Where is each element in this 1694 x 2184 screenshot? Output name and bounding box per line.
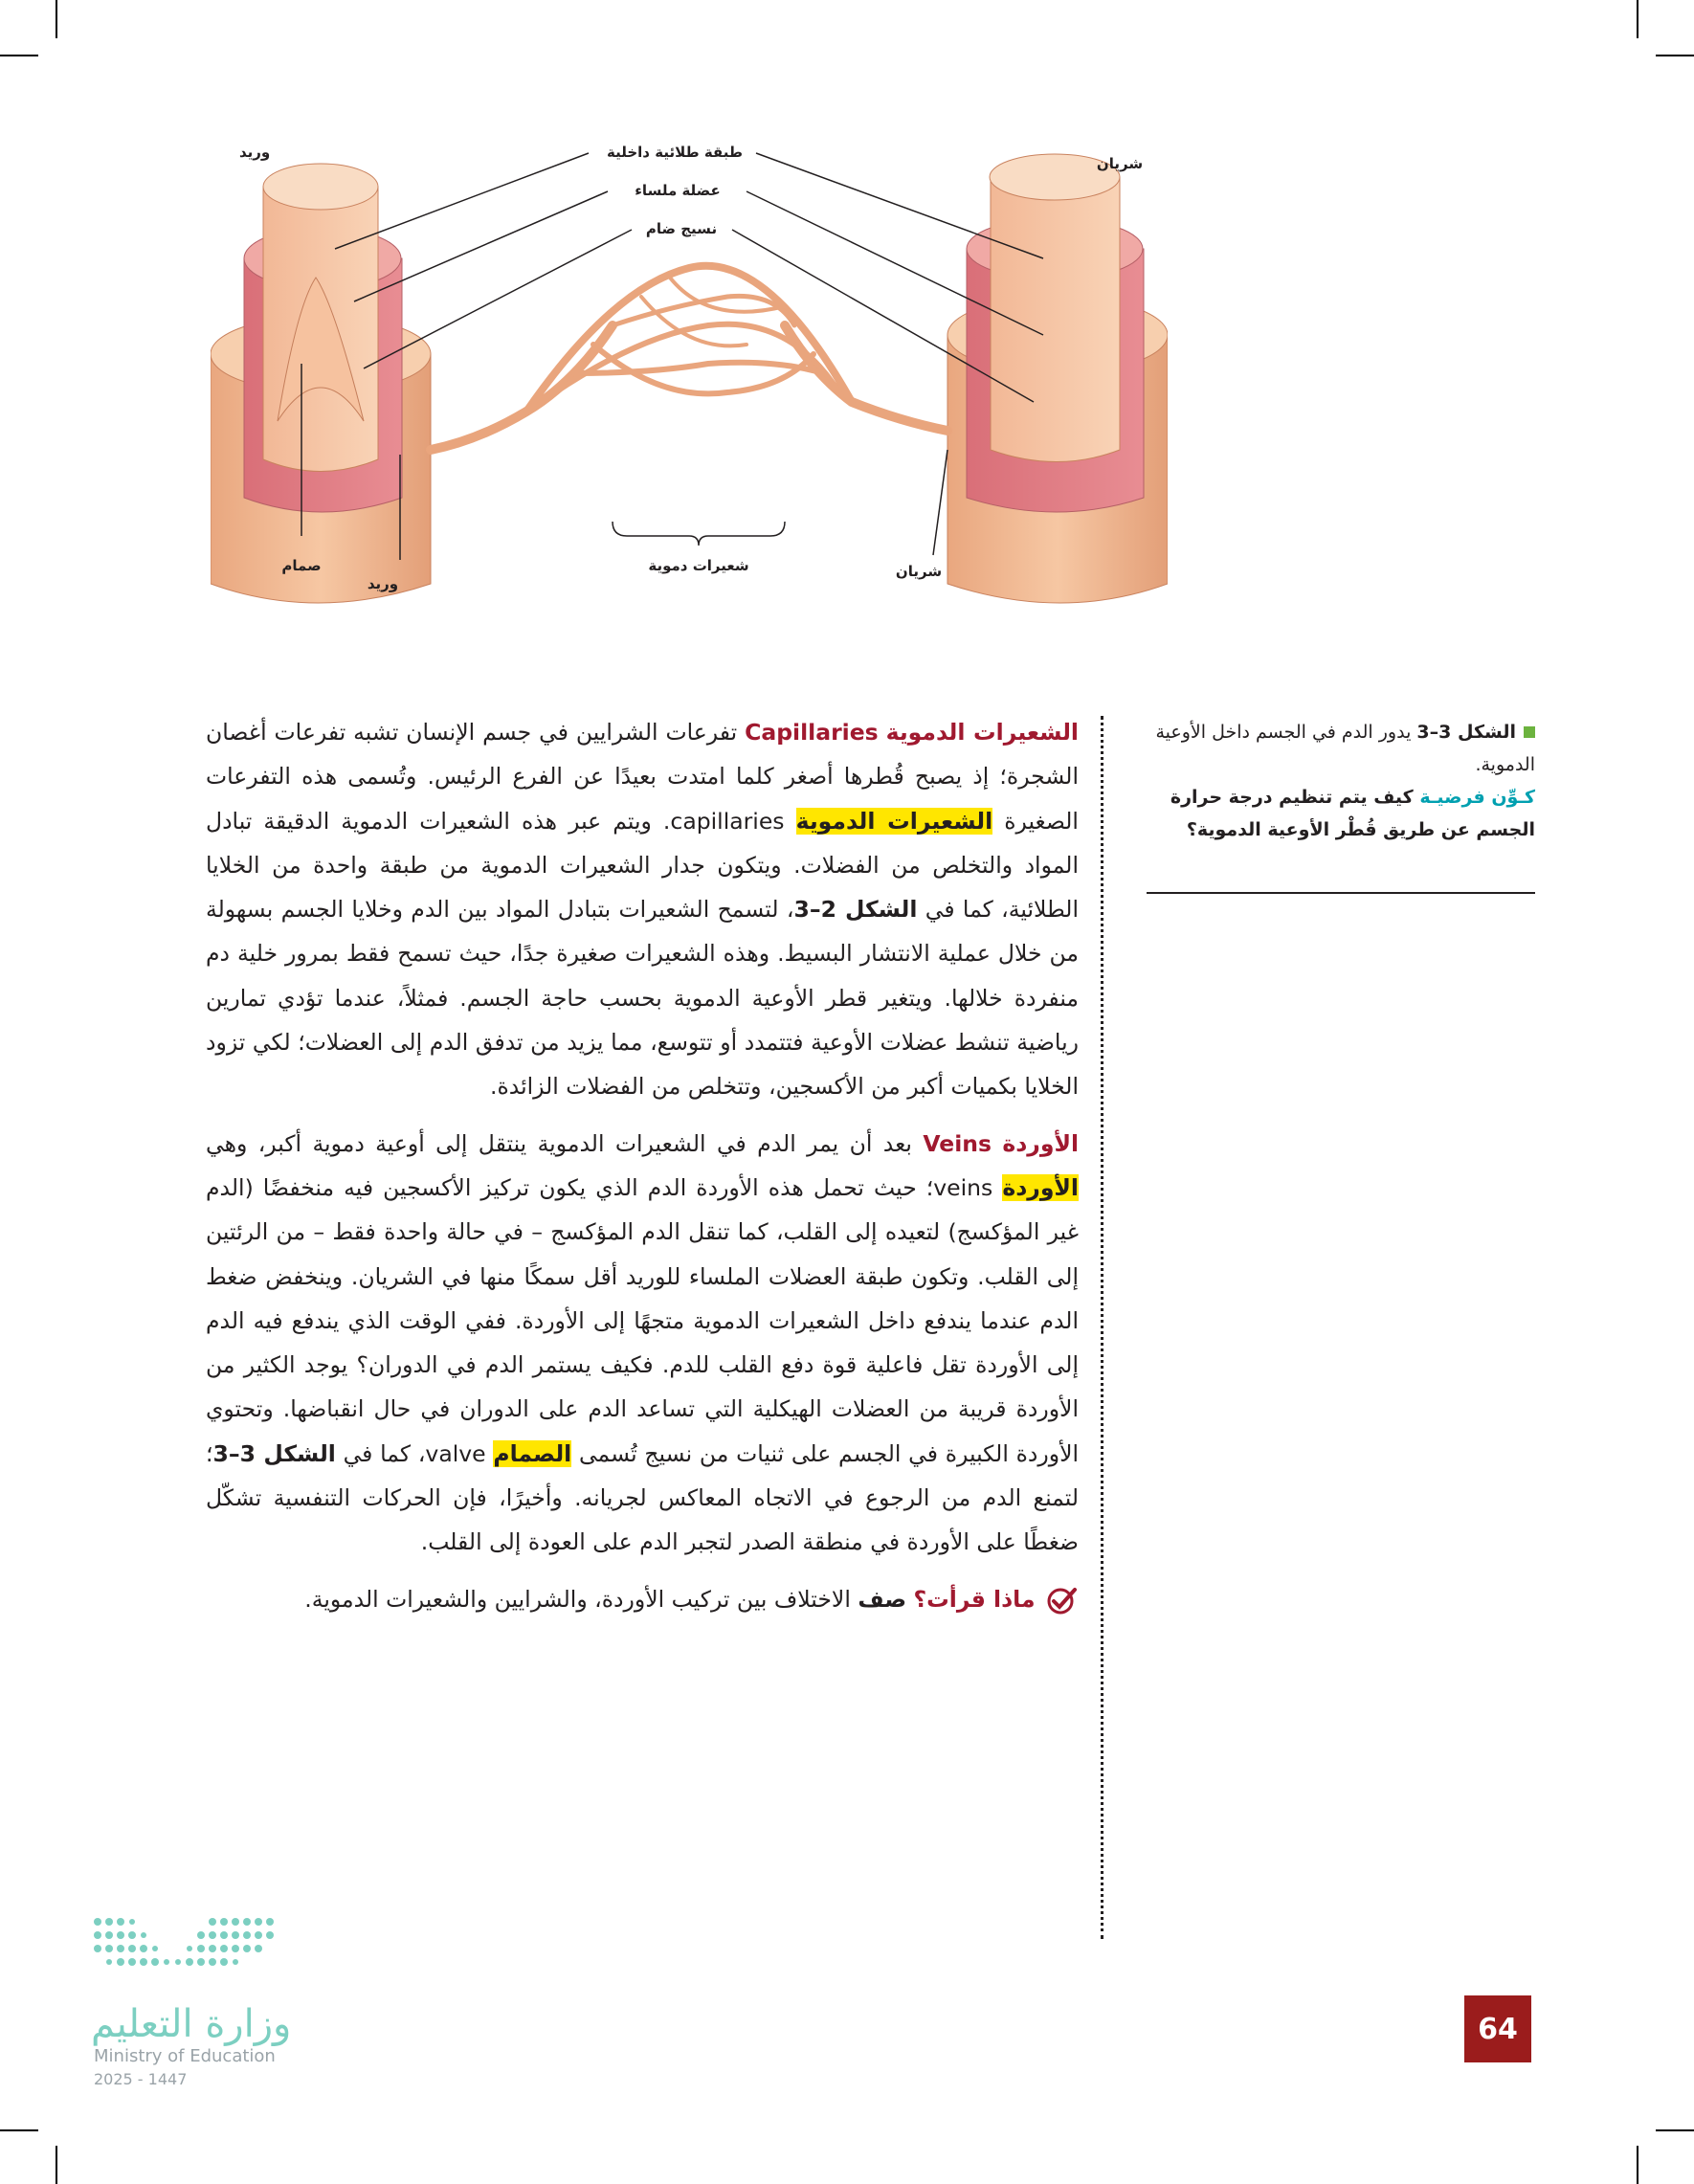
crop-mark bbox=[1637, 2146, 1638, 2184]
ministry-name-en: Ministry of Education bbox=[94, 2046, 276, 2066]
capillaries-figure-ref: الشكل 2–3 bbox=[793, 896, 918, 924]
bullet-square-icon bbox=[1524, 726, 1535, 738]
vein-cross-section bbox=[211, 164, 431, 603]
reading-check-text: الاختلاف بين تركيب الأوردة، والشرايين والشعيرات الدموية. bbox=[304, 1585, 851, 1613]
label-artery-top: شريان bbox=[1096, 155, 1144, 172]
reading-check-verb: صف bbox=[858, 1585, 907, 1613]
main-text-column bbox=[206, 710, 1079, 1634]
label-vein-top: وريد bbox=[239, 144, 271, 161]
figure-caption-sidebar bbox=[1147, 716, 1535, 846]
capillaries-text-3: ، لتسمح الشعيرات بتبادل المواد بين الدم وخلايا الجسم بسهولة من خلال عملية الانتشار البسيط. وهذه الشعيرات صغيرة جدًا، حيث تسمح فقط بمرور خلية دم منفردة خلالها. ويتغير قطر الأوعية الدموية بحسب حاجة الجسم. فمثلاً، عندما تؤدي تمارين رياضية تنشط عضلات الأوعية فتتمدد أو تتوسع، مما يزيد من تدفق الدم إلى العضلات؛ لكي تزود الخلايا بكميات أكبر من الأكسجين، وتتخلص من الفضلات الزائدة. bbox=[206, 896, 1079, 1101]
veins-text-2: veins؛ حيث تحمل هذه الأوردة الدم الذي يكون تركيز الأكسجين فيه منخفضًا (الدم غير المؤكسج) لتعيده إلى القلب، كما تنقل الدم المؤكسج – في حالة واحدة فقط – من الرئتين إلى القلب. وتكون طبقة العضلات الملساء للوريد أقل سمكًا منها في الشريان. وينخفض ضغط الدم عندما يندفع داخل الشعيرات الدموية متجهًا إلى الأوردة. ففي الوقت الذي يندفع فيه الدم إلى الأوردة تقل فاعلية قوة دفع القلب للدم. فكيف يستمر الدم في الدوران؟ يوجد الكثير من الأوردة قريبة من العضلات الهيكلية التي تساعد الدم على الدوران في حال انقباضها. وتحتوي الأوردة الكبيرة في الجسم على ثنيات من نسيج تُسمى bbox=[206, 1173, 1079, 1467]
veins-highlight: الأوردة bbox=[1002, 1173, 1079, 1201]
crop-mark bbox=[56, 2146, 57, 2184]
crop-mark bbox=[1656, 55, 1694, 56]
label-artery-bottom: شريان bbox=[895, 563, 943, 580]
veins-paragraph bbox=[206, 1122, 1079, 1565]
label-capillaries: شعيرات دموية bbox=[648, 557, 749, 574]
capillaries-highlight: الشعيرات الدموية bbox=[795, 807, 993, 835]
page-number: 64 bbox=[1464, 1995, 1531, 2062]
veins-figure-ref: الشكل 3–3 bbox=[212, 1439, 336, 1467]
label-endothelium: طبقة طلائية داخلية bbox=[607, 144, 743, 161]
capillaries-paragraph bbox=[206, 710, 1079, 1109]
label-valve: صمام bbox=[281, 557, 322, 574]
capillaries-text-2: capillaries. ويتم عبر هذه الشعيرات الدموية الدقيقة تبادل المواد والتخلص من الفضلات. ويتكون جدار الشعيرات الدموية من طبقة واحدة من الخلايا الطلائية، كما في bbox=[206, 807, 1079, 924]
crop-mark bbox=[0, 55, 38, 56]
veins-term-en: Veins bbox=[923, 1129, 992, 1157]
artery-cross-section bbox=[947, 154, 1168, 603]
crop-mark bbox=[1637, 0, 1638, 38]
caption-text: يدور الدم في الجسم داخل الأوعية الدموية. bbox=[1155, 722, 1535, 775]
veins-term-ar: الأوردة bbox=[1002, 1129, 1079, 1157]
crop-mark bbox=[0, 2129, 38, 2131]
valve-highlight: الصمام bbox=[493, 1439, 572, 1467]
capillaries-text-1: تفرعات الشرايين في جسم الإنسان تشبه تفرعات أغصان الشجرة؛ إذ يصبح قُطرها أصغر كلما امتدت بعيدًا عن الفرع الرئيس. وتُسمى هذه التفرعات الصغيرة bbox=[206, 719, 1079, 835]
blood-vessels-figure bbox=[211, 134, 1168, 632]
caption-figure-ref: الشكل 3–3 bbox=[1416, 722, 1516, 743]
hypothesis-question: كيف يتم تنظيم درجة حرارة الجسم عن طريق قُطْر الأوعية الدموية؟ bbox=[1170, 787, 1535, 840]
sidebar-divider bbox=[1147, 892, 1535, 894]
hypothesis-prompt bbox=[1147, 781, 1535, 846]
label-smooth-muscle: عضلة ملساء bbox=[635, 182, 721, 199]
veins-text-4: ؛ لتمنع الدم من الرجوع في الاتجاه المعاكس لجريانه. وأخيرًا، فإن الحركات التنفسية تشكّل ضغطًا على الأوردة في منطقة الصدر لتجبر الدم على العودة إلى القلب. bbox=[206, 1439, 1079, 1556]
column-divider bbox=[1101, 716, 1103, 1939]
veins-text-1: بعد أن يمر الدم في الشعيرات الدموية ينتقل إلى أوعية دموية أكبر، وهي bbox=[206, 1129, 912, 1157]
crop-mark bbox=[56, 0, 57, 38]
reading-check-label: ماذا قرأت؟ bbox=[913, 1585, 1036, 1613]
checkmark-icon bbox=[1046, 1586, 1079, 1615]
ministry-name-ar: وزارة التعليم bbox=[91, 2002, 292, 2046]
reading-check bbox=[206, 1577, 1079, 1621]
ministry-year: 2025 - 1447 bbox=[94, 2070, 188, 2088]
figure-caption bbox=[1147, 716, 1535, 781]
label-connective-tissue: نسيج ضام bbox=[645, 220, 718, 237]
label-vein-bottom: وريد bbox=[367, 575, 399, 592]
veins-text-3: valve، كما في bbox=[343, 1439, 486, 1467]
hypothesis-label: كـوِّن فرضيـة bbox=[1419, 787, 1535, 808]
capillaries-term-ar: الشعيرات الدموية bbox=[885, 719, 1079, 746]
crop-mark bbox=[1656, 2129, 1694, 2131]
capillaries-term-en: Capillaries bbox=[745, 719, 879, 746]
